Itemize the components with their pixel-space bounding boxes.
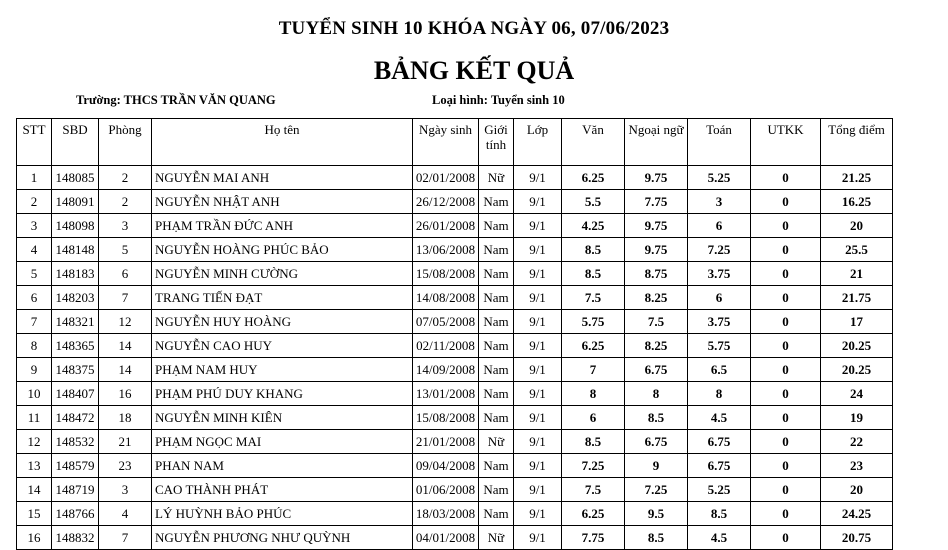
dob-cell: 14/09/2008 — [413, 358, 479, 382]
name-cell: PHAN NAM — [152, 454, 413, 478]
name-cell: NGUYỄN CAO HUY — [152, 334, 413, 358]
total-score-cell: 25.5 — [821, 238, 893, 262]
name-cell: TRANG TIẾN ĐẠT — [152, 286, 413, 310]
class-cell: 9/1 — [514, 334, 562, 358]
name-cell: LÝ HUỲNH BẢO PHÚC — [152, 502, 413, 526]
phong-cell: 23 — [99, 454, 152, 478]
col-toan-header: Toán — [688, 119, 751, 166]
class-cell: 9/1 — [514, 358, 562, 382]
phong-cell: 14 — [99, 358, 152, 382]
stt-cell: 4 — [17, 238, 52, 262]
name-cell: NGUYỄN MAI ANH — [152, 166, 413, 190]
total-score-cell: 21.25 — [821, 166, 893, 190]
stt-cell: 6 — [17, 286, 52, 310]
phong-cell: 16 — [99, 382, 152, 406]
table-row — [17, 286, 893, 310]
dob-cell: 13/06/2008 — [413, 238, 479, 262]
phong-cell: 6 — [99, 262, 152, 286]
name-cell: NGUYỄN NHẬT ANH — [152, 190, 413, 214]
table-row — [17, 358, 893, 382]
utkk-cell: 0 — [751, 166, 821, 190]
total-score-cell: 20.25 — [821, 334, 893, 358]
stt-cell: 12 — [17, 430, 52, 454]
total-score-cell: 21.75 — [821, 286, 893, 310]
ngoai-ngu-score-cell: 9.75 — [625, 214, 688, 238]
ngoai-ngu-score-cell: 9 — [625, 454, 688, 478]
utkk-cell: 0 — [751, 502, 821, 526]
toan-score-cell: 4.5 — [688, 526, 751, 550]
document-title: TUYỂN SINH 10 KHÓA NGÀY 06, 07/06/2023 — [278, 18, 670, 39]
table-row — [17, 526, 893, 550]
phong-cell: 7 — [99, 286, 152, 310]
stt-cell: 5 — [17, 262, 52, 286]
gender-cell: Nữ — [479, 526, 514, 550]
name-cell: NGUYỄN PHƯƠNG NHƯ QUỲNH — [152, 526, 413, 550]
sbd-cell: 148365 — [52, 334, 99, 358]
dob-cell: 26/12/2008 — [413, 190, 479, 214]
stt-cell: 10 — [17, 382, 52, 406]
col-phong-header: Phòng — [99, 119, 152, 166]
table-row — [17, 190, 893, 214]
table-body — [17, 166, 893, 550]
van-score-cell: 6.25 — [562, 166, 625, 190]
col-tong-diem-header: Tổng điểm — [821, 119, 893, 166]
sbd-cell: 148472 — [52, 406, 99, 430]
ngoai-ngu-score-cell: 8.5 — [625, 526, 688, 550]
name-cell: NGUYỄN HOÀNG PHÚC BẢO — [152, 238, 413, 262]
utkk-cell: 0 — [751, 262, 821, 286]
sbd-cell: 148766 — [52, 502, 99, 526]
total-score-cell: 21 — [821, 262, 893, 286]
sbd-cell: 148098 — [52, 214, 99, 238]
phong-cell: 21 — [99, 430, 152, 454]
total-score-cell: 22 — [821, 430, 893, 454]
total-score-cell: 19 — [821, 406, 893, 430]
gender-cell: Nam — [479, 334, 514, 358]
ngoai-ngu-score-cell: 8 — [625, 382, 688, 406]
van-score-cell: 7.5 — [562, 286, 625, 310]
van-score-cell: 5.5 — [562, 190, 625, 214]
ngoai-ngu-score-cell: 9.75 — [625, 166, 688, 190]
name-cell: NGUYỄN MINH KIÊN — [152, 406, 413, 430]
total-score-cell: 20 — [821, 214, 893, 238]
toan-score-cell: 7.25 — [688, 238, 751, 262]
utkk-cell: 0 — [751, 358, 821, 382]
col-lop-header: Lớp — [514, 119, 562, 166]
table-row — [17, 166, 893, 190]
dob-cell: 14/08/2008 — [413, 286, 479, 310]
stt-cell: 8 — [17, 334, 52, 358]
class-cell: 9/1 — [514, 430, 562, 454]
toan-score-cell: 6.75 — [688, 430, 751, 454]
table-header — [17, 119, 893, 166]
gender-cell: Nam — [479, 286, 514, 310]
stt-cell: 14 — [17, 478, 52, 502]
van-score-cell: 6 — [562, 406, 625, 430]
gender-cell: Nam — [479, 310, 514, 334]
van-score-cell: 8.5 — [562, 262, 625, 286]
utkk-cell: 0 — [751, 454, 821, 478]
results-table — [16, 118, 893, 550]
total-score-cell: 24 — [821, 382, 893, 406]
name-cell: PHẠM PHÚ DUY KHANG — [152, 382, 413, 406]
dob-cell: 04/01/2008 — [413, 526, 479, 550]
ngoai-ngu-score-cell: 9.5 — [625, 502, 688, 526]
total-score-cell: 23 — [821, 454, 893, 478]
table-row — [17, 454, 893, 478]
ngoai-ngu-score-cell: 8.5 — [625, 406, 688, 430]
table-row — [17, 310, 893, 334]
gender-cell: Nam — [479, 358, 514, 382]
name-cell: PHẠM TRẦN ĐỨC ANH — [152, 214, 413, 238]
stt-cell: 16 — [17, 526, 52, 550]
phong-cell: 18 — [99, 406, 152, 430]
phong-cell: 4 — [99, 502, 152, 526]
van-score-cell: 8.5 — [562, 238, 625, 262]
van-score-cell: 6.25 — [562, 334, 625, 358]
stt-cell: 7 — [17, 310, 52, 334]
dob-cell: 15/08/2008 — [413, 262, 479, 286]
class-cell: 9/1 — [514, 454, 562, 478]
van-score-cell: 8 — [562, 382, 625, 406]
class-cell: 9/1 — [514, 310, 562, 334]
class-cell: 9/1 — [514, 166, 562, 190]
dob-cell: 07/05/2008 — [413, 310, 479, 334]
van-score-cell: 8.5 — [562, 430, 625, 454]
toan-score-cell: 3.75 — [688, 262, 751, 286]
toan-score-cell: 6 — [688, 214, 751, 238]
dob-cell: 13/01/2008 — [413, 382, 479, 406]
utkk-cell: 0 — [751, 334, 821, 358]
utkk-cell: 0 — [751, 478, 821, 502]
toan-score-cell: 3 — [688, 190, 751, 214]
name-cell: NGUYỄN MINH CƯỜNG — [152, 262, 413, 286]
toan-score-cell: 8.5 — [688, 502, 751, 526]
class-cell: 9/1 — [514, 190, 562, 214]
total-score-cell: 20.75 — [821, 526, 893, 550]
class-cell: 9/1 — [514, 262, 562, 286]
class-cell: 9/1 — [514, 478, 562, 502]
stt-cell: 11 — [17, 406, 52, 430]
toan-score-cell: 8 — [688, 382, 751, 406]
gender-cell: Nam — [479, 382, 514, 406]
col-utkk-header: UTKK — [751, 119, 821, 166]
exam-type-label: Loại hình: Tuyển sinh 10 — [432, 93, 565, 107]
toan-score-cell: 6 — [688, 286, 751, 310]
total-score-cell: 17 — [821, 310, 893, 334]
dob-cell: 21/01/2008 — [413, 430, 479, 454]
utkk-cell: 0 — [751, 238, 821, 262]
stt-cell: 13 — [17, 454, 52, 478]
toan-score-cell: 6.75 — [688, 454, 751, 478]
gender-cell: Nam — [479, 478, 514, 502]
van-score-cell: 7.75 — [562, 526, 625, 550]
gender-cell: Nam — [479, 214, 514, 238]
phong-cell: 12 — [99, 310, 152, 334]
dob-cell: 02/01/2008 — [413, 166, 479, 190]
sbd-cell: 148719 — [52, 478, 99, 502]
class-cell: 9/1 — [514, 286, 562, 310]
gender-cell: Nữ — [479, 166, 514, 190]
class-cell: 9/1 — [514, 526, 562, 550]
ngoai-ngu-score-cell: 8.25 — [625, 286, 688, 310]
table-row — [17, 502, 893, 526]
utkk-cell: 0 — [751, 430, 821, 454]
col-gioi-tinh-header: Giới tính — [479, 119, 514, 166]
sbd-cell: 148532 — [52, 430, 99, 454]
van-score-cell: 7.25 — [562, 454, 625, 478]
sbd-cell: 148148 — [52, 238, 99, 262]
phong-cell: 3 — [99, 214, 152, 238]
phong-cell: 2 — [99, 190, 152, 214]
dob-cell: 15/08/2008 — [413, 406, 479, 430]
class-cell: 9/1 — [514, 238, 562, 262]
gender-cell: Nam — [479, 454, 514, 478]
ngoai-ngu-score-cell: 6.75 — [625, 358, 688, 382]
document-subtitle: BẢNG KẾT QUẢ — [373, 56, 575, 85]
stt-cell: 1 — [17, 166, 52, 190]
name-cell: PHẠM NGỌC MAI — [152, 430, 413, 454]
col-ngay-sinh-header: Ngày sinh — [413, 119, 479, 166]
header-row — [17, 119, 893, 166]
table-row — [17, 430, 893, 454]
ngoai-ngu-score-cell: 6.75 — [625, 430, 688, 454]
total-score-cell: 16.25 — [821, 190, 893, 214]
ngoai-ngu-score-cell: 7.5 — [625, 310, 688, 334]
utkk-cell: 0 — [751, 310, 821, 334]
table-row — [17, 262, 893, 286]
sbd-cell: 148579 — [52, 454, 99, 478]
utkk-cell: 0 — [751, 214, 821, 238]
ngoai-ngu-score-cell: 7.75 — [625, 190, 688, 214]
table-row — [17, 406, 893, 430]
van-score-cell: 4.25 — [562, 214, 625, 238]
stt-cell: 3 — [17, 214, 52, 238]
phong-cell: 2 — [99, 166, 152, 190]
table-row — [17, 334, 893, 358]
class-cell: 9/1 — [514, 406, 562, 430]
utkk-cell: 0 — [751, 286, 821, 310]
ngoai-ngu-score-cell: 8.25 — [625, 334, 688, 358]
ngoai-ngu-score-cell: 7.25 — [625, 478, 688, 502]
sbd-cell: 148183 — [52, 262, 99, 286]
sbd-cell: 148832 — [52, 526, 99, 550]
col-ho-ten-header: Họ tên — [152, 119, 413, 166]
toan-score-cell: 4.5 — [688, 406, 751, 430]
phong-cell: 7 — [99, 526, 152, 550]
dob-cell: 01/06/2008 — [413, 478, 479, 502]
phong-cell: 14 — [99, 334, 152, 358]
stt-cell: 2 — [17, 190, 52, 214]
gender-cell: Nam — [479, 190, 514, 214]
utkk-cell: 0 — [751, 406, 821, 430]
table-row — [17, 238, 893, 262]
col-sbd-header: SBD — [52, 119, 99, 166]
toan-score-cell: 5.25 — [688, 478, 751, 502]
sbd-cell: 148091 — [52, 190, 99, 214]
phong-cell: 3 — [99, 478, 152, 502]
van-score-cell: 5.75 — [562, 310, 625, 334]
utkk-cell: 0 — [751, 382, 821, 406]
dob-cell: 18/03/2008 — [413, 502, 479, 526]
sbd-cell: 148203 — [52, 286, 99, 310]
class-cell: 9/1 — [514, 502, 562, 526]
sbd-cell: 148321 — [52, 310, 99, 334]
van-score-cell: 7 — [562, 358, 625, 382]
ngoai-ngu-score-cell: 8.75 — [625, 262, 688, 286]
dob-cell: 09/04/2008 — [413, 454, 479, 478]
name-cell: PHẠM NAM HUY — [152, 358, 413, 382]
phong-cell: 5 — [99, 238, 152, 262]
col-ngoai-ngu-header: Ngoại ngữ — [625, 119, 688, 166]
dob-cell: 26/01/2008 — [413, 214, 479, 238]
stt-cell: 15 — [17, 502, 52, 526]
utkk-cell: 0 — [751, 526, 821, 550]
gender-cell: Nam — [479, 238, 514, 262]
toan-score-cell: 5.25 — [688, 166, 751, 190]
table-row — [17, 382, 893, 406]
col-van-header: Văn — [562, 119, 625, 166]
sbd-cell: 148407 — [52, 382, 99, 406]
dob-cell: 02/11/2008 — [413, 334, 479, 358]
class-cell: 9/1 — [514, 382, 562, 406]
gender-cell: Nữ — [479, 430, 514, 454]
total-score-cell: 24.25 — [821, 502, 893, 526]
toan-score-cell: 6.5 — [688, 358, 751, 382]
toan-score-cell: 5.75 — [688, 334, 751, 358]
gender-cell: Nam — [479, 406, 514, 430]
name-cell: CAO THÀNH PHÁT — [152, 478, 413, 502]
van-score-cell: 6.25 — [562, 502, 625, 526]
total-score-cell: 20 — [821, 478, 893, 502]
gender-cell: Nam — [479, 262, 514, 286]
van-score-cell: 7.5 — [562, 478, 625, 502]
name-cell: NGUYỄN HUY HOÀNG — [152, 310, 413, 334]
utkk-cell: 0 — [751, 190, 821, 214]
school-label: Trường: THCS TRẦN VĂN QUANG — [76, 93, 276, 107]
gender-cell: Nam — [479, 502, 514, 526]
sbd-cell: 148375 — [52, 358, 99, 382]
stt-cell: 9 — [17, 358, 52, 382]
sbd-cell: 148085 — [52, 166, 99, 190]
table-row — [17, 478, 893, 502]
ngoai-ngu-score-cell: 9.75 — [625, 238, 688, 262]
table-row — [17, 214, 893, 238]
class-cell: 9/1 — [514, 214, 562, 238]
toan-score-cell: 3.75 — [688, 310, 751, 334]
total-score-cell: 20.25 — [821, 358, 893, 382]
col-stt-header: STT — [17, 119, 52, 166]
